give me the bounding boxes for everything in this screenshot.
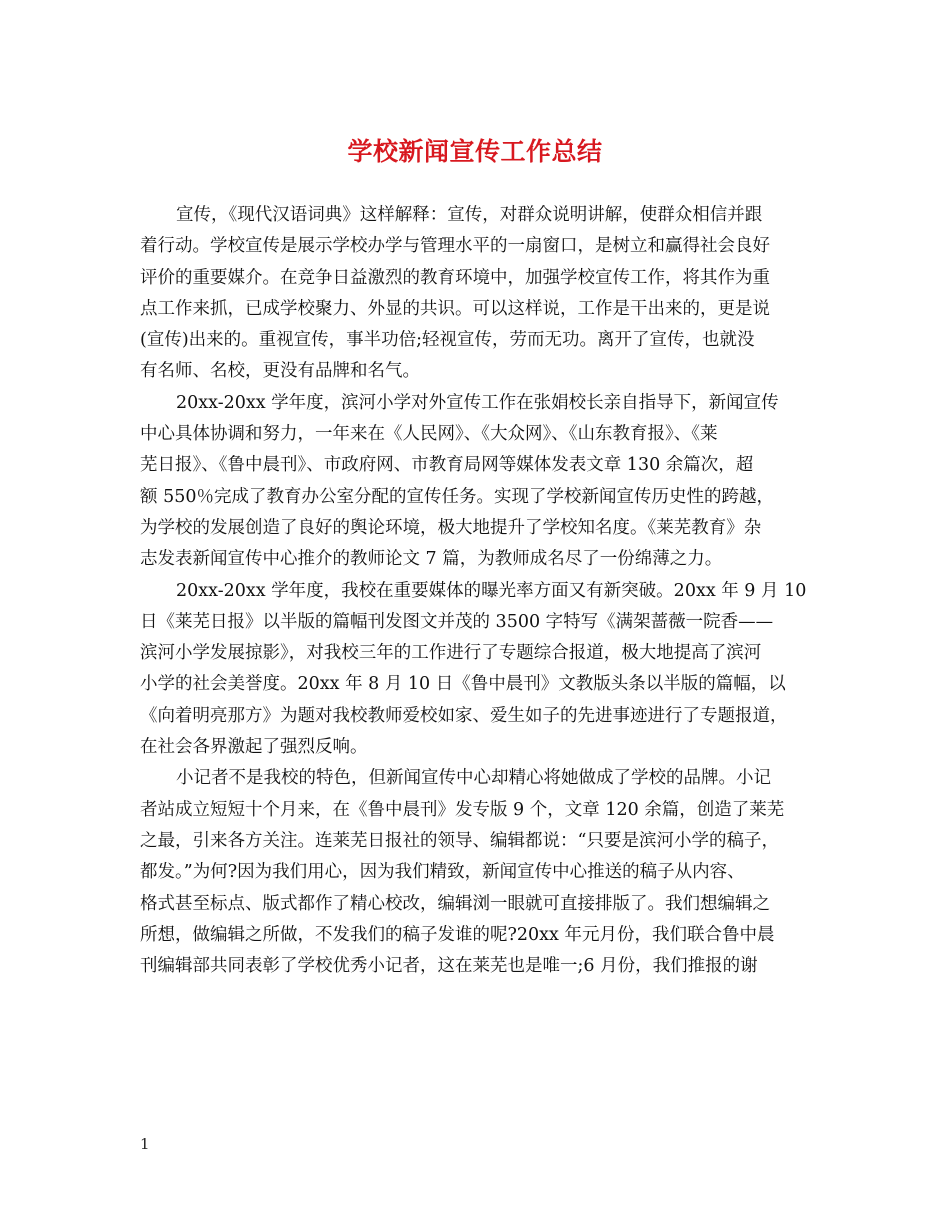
paragraph-line: 20xx-20xx 学年度，滨河小学对外宣传工作在张娟校长亲自指导下，新闻宣传: [176, 392, 779, 413]
paragraph-line: 《向着明亮那方》为题对我校教师爱校如家、爱生如子的先进事迹进行了专题报道，: [140, 705, 788, 726]
paragraph-line: 为学校的发展创造了良好的舆论环境，极大地提升了学校知名度。《莱芜教育》杂: [140, 517, 762, 538]
paragraph-line: 着行动。学校宣传是展示学校办学与管理水平的一扇窗口，是树立和赢得社会良好: [140, 236, 770, 257]
document-title: 学校新闻宣传工作总结: [347, 137, 603, 166]
document-body: [140, 200, 812, 982]
paragraph-line: 评价的重要媒介。在竞争日益激烈的教育环境中，加强学校宣传工作，将其作为重: [140, 267, 770, 288]
paragraph-line: 有名师、名校，更没有品牌和名气。: [140, 361, 420, 382]
paragraph-line: 格式甚至标点、版式都作了精心校改，编辑浏一眼就可直接排版了。我们想编辑之: [140, 893, 770, 914]
paragraph-line: 额 550％完成了教育办公室分配的宣传任务。实现了学校新闻宣传历史性的跨越，: [140, 486, 774, 507]
paragraph-line: 志发表新闻宣传中心推介的教师论文 7 篇，为教师成名尽了一份绵薄之力。: [140, 549, 723, 570]
paragraph-line: 之最，引来各方关注。连莱芜日报社的领导、编辑都说：“只要是滨河小学的稿子，: [140, 830, 779, 851]
paragraph-line: 所想，做编辑之所做，不发我们的稿子发谁的呢?20xx 年元月份，我们联合鲁中晨: [140, 924, 775, 945]
paragraph-line: 中心具体协调和努力，一年来在《人民网》、《大众网》、《山东教育报》、《莱: [140, 424, 718, 445]
paragraph-line: 在社会各界激起了强烈反响。: [140, 737, 368, 758]
paragraph-line: 小记者不是我校的特色，但新闻宣传中心却精心将她做成了学校的品牌。小记: [176, 768, 771, 789]
paragraph-line: (宣传)出来的。重视宣传，事半功倍;轻视宣传，劳而无功。离开了宣传，也就没: [140, 330, 755, 351]
paragraph-line: 小学的社会美誉度。20xx 年 8 月 10 日《鲁中晨刊》文教版头条以半版的篇幅，以: [140, 674, 786, 695]
paragraph-line: 点工作来抓，已成学校聚力、外显的共识。可以这样说，工作是干出来的，更是说: [140, 298, 770, 319]
paragraph-line: 日《莱芜日报》以半版的篇幅刊发图文并茂的 3500 字特写《满架蔷薇一院香——: [140, 611, 774, 632]
paragraph-line: 芜日报》、《鲁中晨刊》、市政府网、市教育局网等媒体发表文章 130 余篇次，超: [140, 455, 754, 476]
paragraph-line: 者站成立短短十个月来，在《鲁中晨刊》发专版 9 个，文章 120 余篇，创造了莱芜: [140, 799, 785, 820]
paragraph-line: 刊编辑部共同表彰了学校优秀小记者，这在莱芜也是唯一;6 月份，我们推报的谢: [140, 956, 758, 977]
paragraph-line: 滨河小学发展掠影》，对我校三年的工作进行了专题综合报道，极大地提高了滨河: [140, 643, 762, 664]
paragraph-line: 宣传，《现代汉语词典》这样解释：宣传，对群众说明讲解，使群众相信并跟: [176, 205, 763, 225]
page-number: 1: [140, 1135, 150, 1153]
paragraph-line: 20xx-20xx 学年度，我校在重要媒体的曝光率方面又有新突破。20xx 年 9 月 10: [176, 580, 807, 601]
paragraph-line: 都发。”为何?因为我们用心，因为我们精致，新闻宣传中心推送的稿子从内容、: [140, 862, 745, 883]
